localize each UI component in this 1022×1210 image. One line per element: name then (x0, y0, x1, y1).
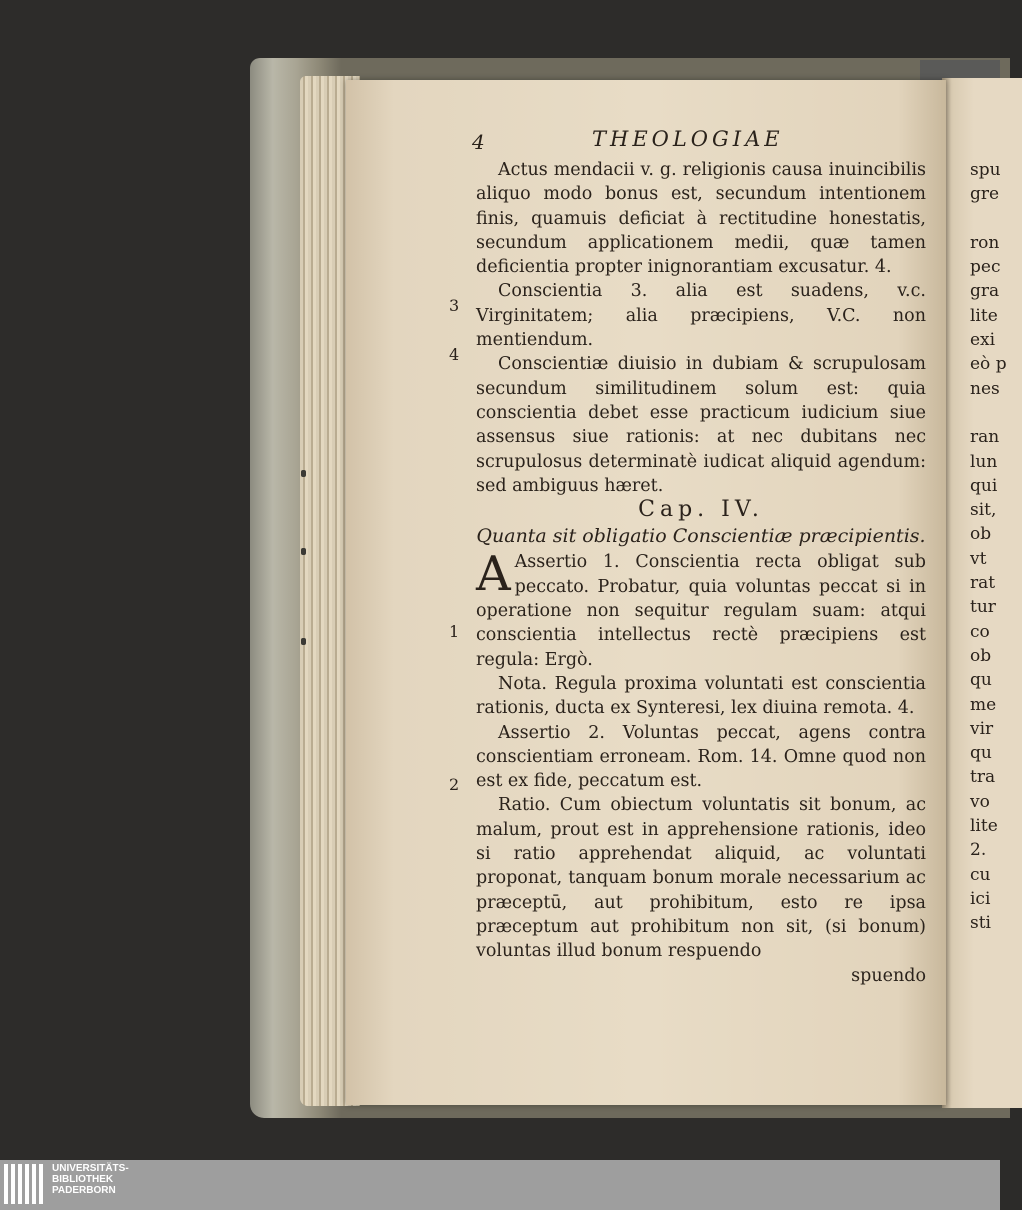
page-text (476, 158, 926, 988)
margin-number: 2 (449, 775, 460, 794)
facing-page-line: ran (970, 427, 1000, 448)
facing-page-line: eò p (970, 354, 1007, 375)
facing-page-text (970, 158, 1010, 936)
facing-page-line: vir (970, 718, 994, 739)
paragraph: Ratio. Cum obiectum voluntatis sit bonum, ac malum, prout est in apprehensione rationis, ideo si ratio apprehendat aliquid, ac voluntati proponat, tanquam bonum morale necessarium ac præceptū, aut prohibitum, esto re ipsa præceptum aut prohibitum non sit, (si bonum) voluntas illud bonum respuendo (476, 795, 926, 962)
drop-cap: A (476, 546, 511, 603)
catchword: spuendo (851, 965, 926, 986)
facing-page-line: cu (970, 864, 991, 885)
facing-page-line: qu (970, 670, 992, 691)
paragraph: Conscientia 3. alia est suadens, v.c. Virginitatem; alia præcipiens, V.C. non mentiendum. (476, 281, 926, 351)
facing-page-line: vt (970, 548, 987, 569)
facing-page-line: rat (970, 573, 996, 594)
facing-page-line: gre (970, 184, 1000, 205)
running-head: THEOLOGIAE (592, 127, 784, 151)
library-name: UNIVERSITÄTS- BIBLIOTHEK PADERBORN (52, 1163, 129, 1196)
facing-page-line: co (970, 621, 990, 642)
chapter-title: Quanta sit obligatio Conscientiæ præcipientis. (476, 525, 926, 548)
facing-page-line: qui (970, 475, 998, 496)
facing-page-line (970, 207, 1010, 231)
facing-page-line: tra (970, 767, 996, 788)
facing-page-line: sti (970, 913, 991, 934)
facing-page-line (970, 401, 1010, 425)
margin-number: 4 (449, 345, 460, 364)
facing-page-line: qu (970, 743, 992, 764)
margin-number: 1 (449, 622, 460, 641)
facing-page-line: gra (970, 281, 1000, 302)
facing-page-line: exi (970, 330, 996, 351)
paragraph: Actus mendacii v. g. religionis causa inuincibilis aliquo modo bonus est, secundum intentionem finis, quamuis deficiat à rectitudine honestatis, secundum applicationem medii, quæ tamen deficientia propter inignorantiam excusatur. 4. (476, 160, 926, 278)
binding-mark (301, 470, 306, 477)
facing-page-line: pec (970, 257, 1001, 278)
facing-page-line: ici (970, 888, 991, 909)
facing-page-line: ron (970, 232, 1000, 253)
facing-page-line: sit, (970, 500, 997, 521)
library-logo-icon (4, 1164, 46, 1204)
paragraph-text: Assertio 1. Conscientia recta obligat sub peccato. Probatur, quia voluntas peccat si in operatione non sequitur regulam suam: atqui conscientia intellectus rectè præcipiens est regula: Ergò. (476, 552, 926, 670)
library-footer (0, 1160, 1000, 1210)
facing-page-line: 2. (970, 840, 987, 861)
facing-page-line: tur (970, 597, 996, 618)
facing-page-line: me (970, 694, 997, 715)
binding-mark (301, 548, 306, 555)
paragraph: Conscientiæ diuisio in dubiam & scrupulosam secundum similitudinem solum est: quia conscientia debet esse practicum iudicium siue assensus siue rationis: at nec dubitans nec scrupulosus determinatè iudicat aliquid agendum: sed ambiguus hæret. (476, 354, 926, 496)
paragraph: Nota. Regula proxima voluntati est conscientia rationis, ducta ex Synteresi, lex diuina remota. 4. (476, 673, 926, 719)
facing-page-line: nes (970, 378, 1000, 399)
page-number: 4 (472, 130, 485, 154)
binding-mark (301, 638, 306, 645)
facing-page-line: vo (970, 791, 990, 812)
chapter-heading: Cap. IV. (638, 497, 764, 523)
facing-page-line: lite (970, 305, 998, 326)
paragraph (476, 546, 926, 671)
facing-page-line: spu (970, 160, 1001, 180)
facing-page-line: ob (970, 645, 992, 666)
facing-page-line: lun (970, 451, 998, 472)
paragraph: Assertio 2. Voluntas peccat, agens contra conscientiam erroneam. Rom. 14. Omne quod non est ex fide, peccatum est. (476, 722, 926, 792)
facing-page-line: lite (970, 816, 998, 837)
margin-number: 3 (449, 296, 460, 315)
facing-page-line: ob (970, 524, 992, 545)
